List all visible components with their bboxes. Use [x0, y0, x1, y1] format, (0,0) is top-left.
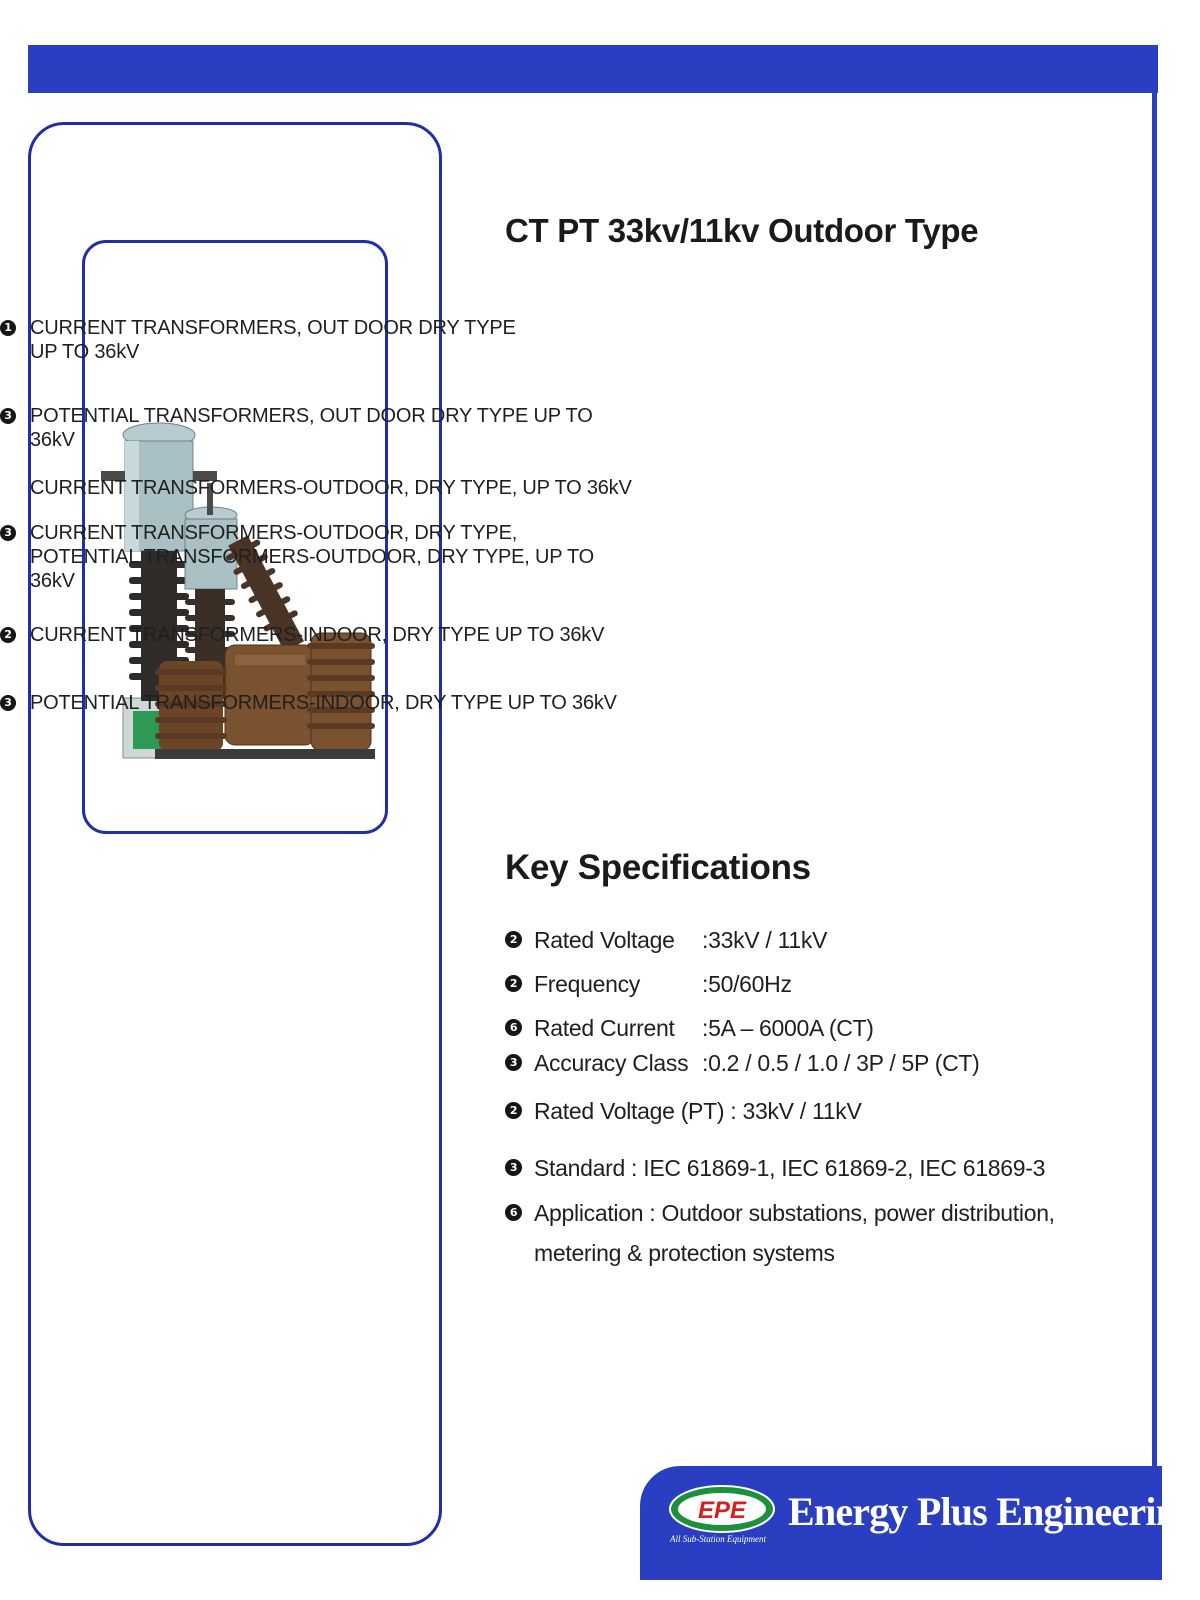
brand-tagline: All Sub-Station Equipment	[670, 1534, 766, 1544]
bullet-icon: 3	[505, 1159, 522, 1176]
bullet-icon: 3	[0, 408, 16, 424]
bullet-icon: 2	[505, 975, 522, 992]
list-item-text: CURRENT TRANSFORMERS-INDOOR, DRY TYPE UP TO 36kV	[30, 624, 605, 646]
spec-row	[505, 1154, 1145, 1182]
spec-value: 33kV / 11kV	[742, 1098, 862, 1124]
spec-value: IEC 61869-1, IEC 61869-2, IEC 61869-3	[643, 1155, 1046, 1181]
bullet-icon: 6	[505, 1019, 522, 1036]
list-item-text: CURRENT TRANSFORMERS-OUTDOOR, DRY TYPE,	[30, 522, 518, 544]
spec-label: Standard	[534, 1155, 625, 1181]
list-item	[0, 521, 640, 593]
right-border	[1152, 45, 1157, 1475]
bullet-icon: 2	[0, 627, 16, 643]
brand-footer	[640, 1466, 1197, 1580]
specs-title: Key Specifications	[505, 848, 811, 887]
list-item-text: POTENTIAL TRANSFORMERS-INDOOR, DRY TYPE UP TO 36kV	[30, 692, 617, 714]
list-item	[0, 404, 640, 500]
spec-label: Application	[534, 1200, 644, 1226]
spec-row	[505, 1097, 1145, 1125]
list-item-text: UP TO 36kV	[30, 341, 140, 363]
epe-logo-icon	[668, 1484, 776, 1534]
spec-separator: :	[702, 1050, 709, 1076]
spec-separator: :	[624, 1155, 644, 1181]
page-title: CT PT 33kv/11kv Outdoor Type	[505, 212, 979, 249]
spec-value: 50/60Hz	[708, 971, 792, 997]
spec-separator: :	[702, 927, 709, 953]
spec-label: Accuracy Class	[534, 1050, 689, 1076]
spec-value: Outdoor substations, power distribution,	[661, 1200, 1055, 1226]
spec-separator: :	[702, 1015, 709, 1041]
spec-row	[505, 926, 1145, 954]
spec-separator: :	[702, 971, 709, 997]
header-bar	[28, 45, 1158, 93]
spec-row	[505, 970, 1145, 998]
bullet-icon: 3	[0, 695, 16, 711]
bullet-icon: 1	[0, 320, 16, 336]
spec-label: Rated Voltage	[534, 927, 675, 953]
bullet-icon: 2	[505, 931, 522, 948]
bullet-icon: 3	[0, 525, 16, 541]
spec-label: Rated Voltage (PT)	[534, 1098, 725, 1124]
spec-value: 0.2 / 0.5 / 1.0 / 3P / 5P (CT)	[708, 1050, 980, 1076]
list-item-text: POTENTIAL TRANSFORMERS, OUT DOOR DRY TYPE UP TO 36kV	[30, 405, 593, 451]
spec-separator: :	[643, 1200, 662, 1226]
spec-row	[505, 1014, 1145, 1042]
spec-separator: :	[724, 1098, 743, 1124]
bullet-icon: 2	[505, 1102, 522, 1119]
spec-value-continuation: metering & protection systems	[534, 1240, 835, 1266]
bullet-icon: 3	[505, 1054, 522, 1071]
spec-value: 5A – 6000A (CT)	[708, 1015, 874, 1041]
bullet-icon: 6	[505, 1204, 522, 1221]
brand-name: Energy Plus Engineering	[788, 1489, 1197, 1534]
spec-value: 33kV / 11kV	[708, 927, 828, 953]
spec-label: Frequency	[534, 971, 640, 997]
list-item	[0, 623, 640, 647]
list-item	[0, 316, 640, 364]
spec-row	[505, 1199, 1145, 1267]
list-item-text: CURRENT TRANSFORMERS-OUTDOOR, DRY TYPE, UP TO 36kV	[30, 477, 632, 499]
list-item-text: POTENTIAL TRANSFORMERS-OUTDOOR, DRY TYPE, UP TO 36kV	[30, 546, 595, 592]
spec-row	[505, 1049, 1145, 1077]
spec-label: Rated Current	[534, 1015, 675, 1041]
list-item-text: CURRENT TRANSFORMERS, OUT DOOR DRY TYPE	[30, 317, 516, 339]
logo-text: EPE	[697, 1497, 747, 1524]
list-item	[0, 691, 640, 715]
